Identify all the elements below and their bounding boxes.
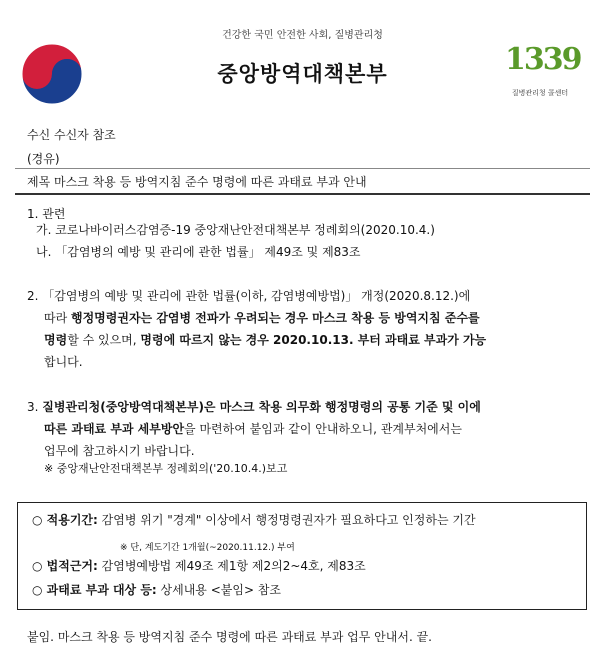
summary-target-row: ○ 과태료 부과 대상 등: 상세내용 <붙임> 참조 <box>32 583 282 597</box>
via-line: (경유) <box>27 152 60 166</box>
hotline-caption: 질병관리청 콜센터 <box>511 89 569 97</box>
section-2-line-2: 따라 행정명령권자는 감염병 전파가 우려되는 경우 마스크 착용 등 방역지침 준수를 <box>44 311 480 325</box>
section-3-line-3: 업무에 참고하시기 바랍니다. <box>44 444 195 458</box>
subject-bottom-rule <box>15 193 590 195</box>
summary-legal-row: ○ 법적근거: 감염병예방법 제49조 제1항 제2의2~4호, 제83조 <box>32 559 366 573</box>
subject-top-rule <box>15 168 590 169</box>
section-3-line-2: 따른 과태료 부과 세부방안을 마련하여 붙임과 같이 안내하오니, 관계부처에서는 <box>44 422 462 436</box>
section-1-item-b: 나. 「감염병의 예방 및 관리에 관한 법률」 제49조 및 제83조 <box>36 245 361 259</box>
section-1-title: 1. 관련 <box>27 207 66 221</box>
organization-title: 중앙방역대책본부 <box>217 62 388 86</box>
section-2-line-3: 명령할 수 있으며, 명령에 따르지 않는 경우 2020.10.13. 부터 과태료 부과가 가능 <box>44 333 487 347</box>
hotline-number: 1339 <box>505 42 581 77</box>
summary-period-note: ※ 단, 계도기간 1개월(~2020.11.12.) 부여 <box>120 543 295 553</box>
section-3-line-1: 3. 질병관리청(중앙방역대책본부)은 마스크 착용 의무화 행정명령의 공통 기준 및 이에 <box>27 400 481 414</box>
slogan: 건강한 국민 안전한 사회, 질병관리청 <box>222 30 383 41</box>
section-1-item-a: 가. 코로나바이러스감염증-19 중앙재난안전대책본부 정례회의(2020.10.4.) <box>36 223 435 237</box>
subject-line: 제목 마스크 착용 등 방역지침 준수 명령에 따른 과태료 부과 안내 <box>27 175 367 189</box>
summary-period-row: ○ 적용기간: 감염병 위기 "경계" 이상에서 행정명령권자가 필요하다고 인정하는 기간 <box>32 513 476 527</box>
section-3-note: ※ 중앙재난안전대책본부 정례회의('20.10.4.)보고 <box>44 462 288 475</box>
section-2-line-4: 합니다. <box>44 355 83 369</box>
hotline-logo <box>505 42 581 104</box>
attachment-line: 붙임. 마스크 착용 등 방역지침 준수 명령에 따른 과태료 부과 업무 안내서. 끝. <box>27 630 432 644</box>
recipient-line: 수신 수신자 참조 <box>27 128 116 142</box>
section-2-line-1: 2. 「감염병의 예방 및 관리에 관한 법률(이하, 감염병예방법)」 개정(2020.8.12.)에 <box>27 289 471 303</box>
